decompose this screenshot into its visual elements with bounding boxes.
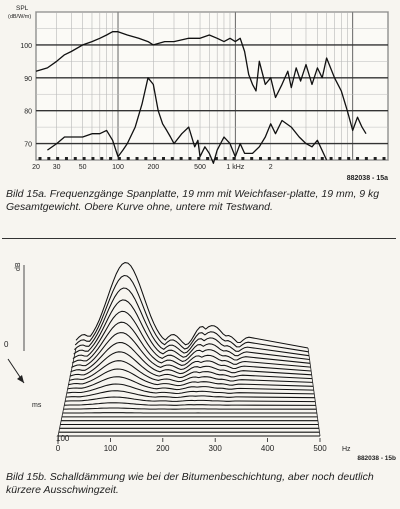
x-tick-label: 200 (156, 444, 170, 453)
axis-tick-mark (56, 157, 59, 160)
axis-tick-mark (136, 157, 139, 160)
axis-tick-mark (83, 157, 86, 160)
ms-tick-label: 0 (4, 340, 9, 349)
y-unit-label: (dB/W/m) (8, 14, 32, 20)
x-tick-label: 20 (32, 164, 40, 171)
axis-tick-mark (171, 157, 174, 160)
caption-15b: Bild 15b. Schalldämmung wie bei der Bitumenbeschichtung, aber noch deutlich kürzere Ausschwingzeit. (6, 471, 374, 496)
y-tick-label: 80 (24, 108, 32, 116)
axis-tick-mark (39, 157, 42, 160)
axis-tick-mark (241, 157, 244, 160)
axis-tick-mark (65, 157, 68, 160)
x-tick-label: 100 (112, 164, 124, 171)
plot-frame (36, 12, 388, 160)
frequency-response-svg (0, 0, 400, 185)
ms-tick-label: 100 (56, 434, 70, 443)
axis-tick-mark (250, 157, 253, 160)
axis-tick-mark (197, 157, 200, 160)
axis-tick-mark (312, 157, 315, 160)
axis-tick-mark (224, 157, 227, 160)
axis-tick-mark (356, 157, 359, 160)
y-tick-label: 90 (24, 75, 32, 83)
axis-tick-mark (303, 157, 306, 160)
ms-arrow-head (17, 375, 24, 383)
axis-tick-mark (330, 157, 333, 160)
x-tick-label: 500 (313, 444, 327, 453)
y-tick-label: 70 (24, 141, 32, 149)
x-tick-label: 0 (55, 444, 61, 453)
axis-tick-mark (294, 157, 297, 160)
axis-tick-mark (127, 157, 130, 160)
axis-tick-mark (100, 157, 103, 160)
axis-tick-mark (365, 157, 368, 160)
axis-tick-mark (144, 157, 147, 160)
axis-tick-mark (109, 157, 112, 160)
y-tick-label: 100 (20, 42, 32, 50)
separator (2, 238, 396, 239)
axis-tick-mark (347, 157, 350, 160)
y-axis-label: SPL (16, 5, 29, 12)
x-tick-label: 100 (103, 444, 118, 453)
x-tick-label: 200 (147, 164, 160, 171)
figure-id-label: 882038 - 15a (346, 175, 388, 182)
axis-tick-mark (74, 157, 77, 160)
axis-tick-mark (233, 157, 236, 160)
axis-tick-mark (277, 157, 280, 160)
axis-tick-mark (162, 157, 165, 160)
frequency-response-chart (0, 0, 400, 185)
axis-tick-mark (47, 157, 50, 160)
x-tick-label: 1 kHz (226, 164, 245, 171)
x-tick-label: 400 (260, 444, 275, 453)
caption-15a: Bild 15a. Frequenzgänge Spanplatte, 19 mm mit Weichfaser-platte, 19 mm, 9 kg Gesamtgewicht. Obere Kurve ohne, untere mit Testwand. (6, 188, 380, 213)
axis-tick-mark (285, 157, 288, 160)
waterfall-chart (0, 243, 400, 469)
axis-tick-mark (188, 157, 191, 160)
x-tick-label: 30 (52, 164, 61, 171)
axis-tick-mark (268, 157, 271, 160)
x-tick-label: 500 (194, 164, 206, 171)
axis-tick-mark (153, 157, 156, 160)
axis-tick-mark (374, 157, 377, 160)
x-axis-label: Hz (342, 446, 351, 453)
x-tick-label: 50 (78, 164, 87, 171)
waterfall-svg (0, 243, 400, 469)
x-tick-label: 300 (208, 444, 222, 453)
z-axis-label: dB (15, 262, 22, 271)
axis-tick-mark (321, 157, 324, 160)
y-axis-label: ms (32, 402, 42, 409)
axis-tick-mark (338, 157, 341, 160)
axis-tick-mark (91, 157, 94, 160)
axis-tick-mark (259, 157, 262, 160)
x-tick-label: 2 (268, 164, 273, 171)
axis-tick-mark (118, 157, 121, 160)
axis-tick-mark (180, 157, 183, 160)
axis-tick-mark (206, 157, 209, 160)
figure-id-label: 882038 - 15b (357, 455, 396, 462)
axis-tick-mark (383, 157, 386, 160)
